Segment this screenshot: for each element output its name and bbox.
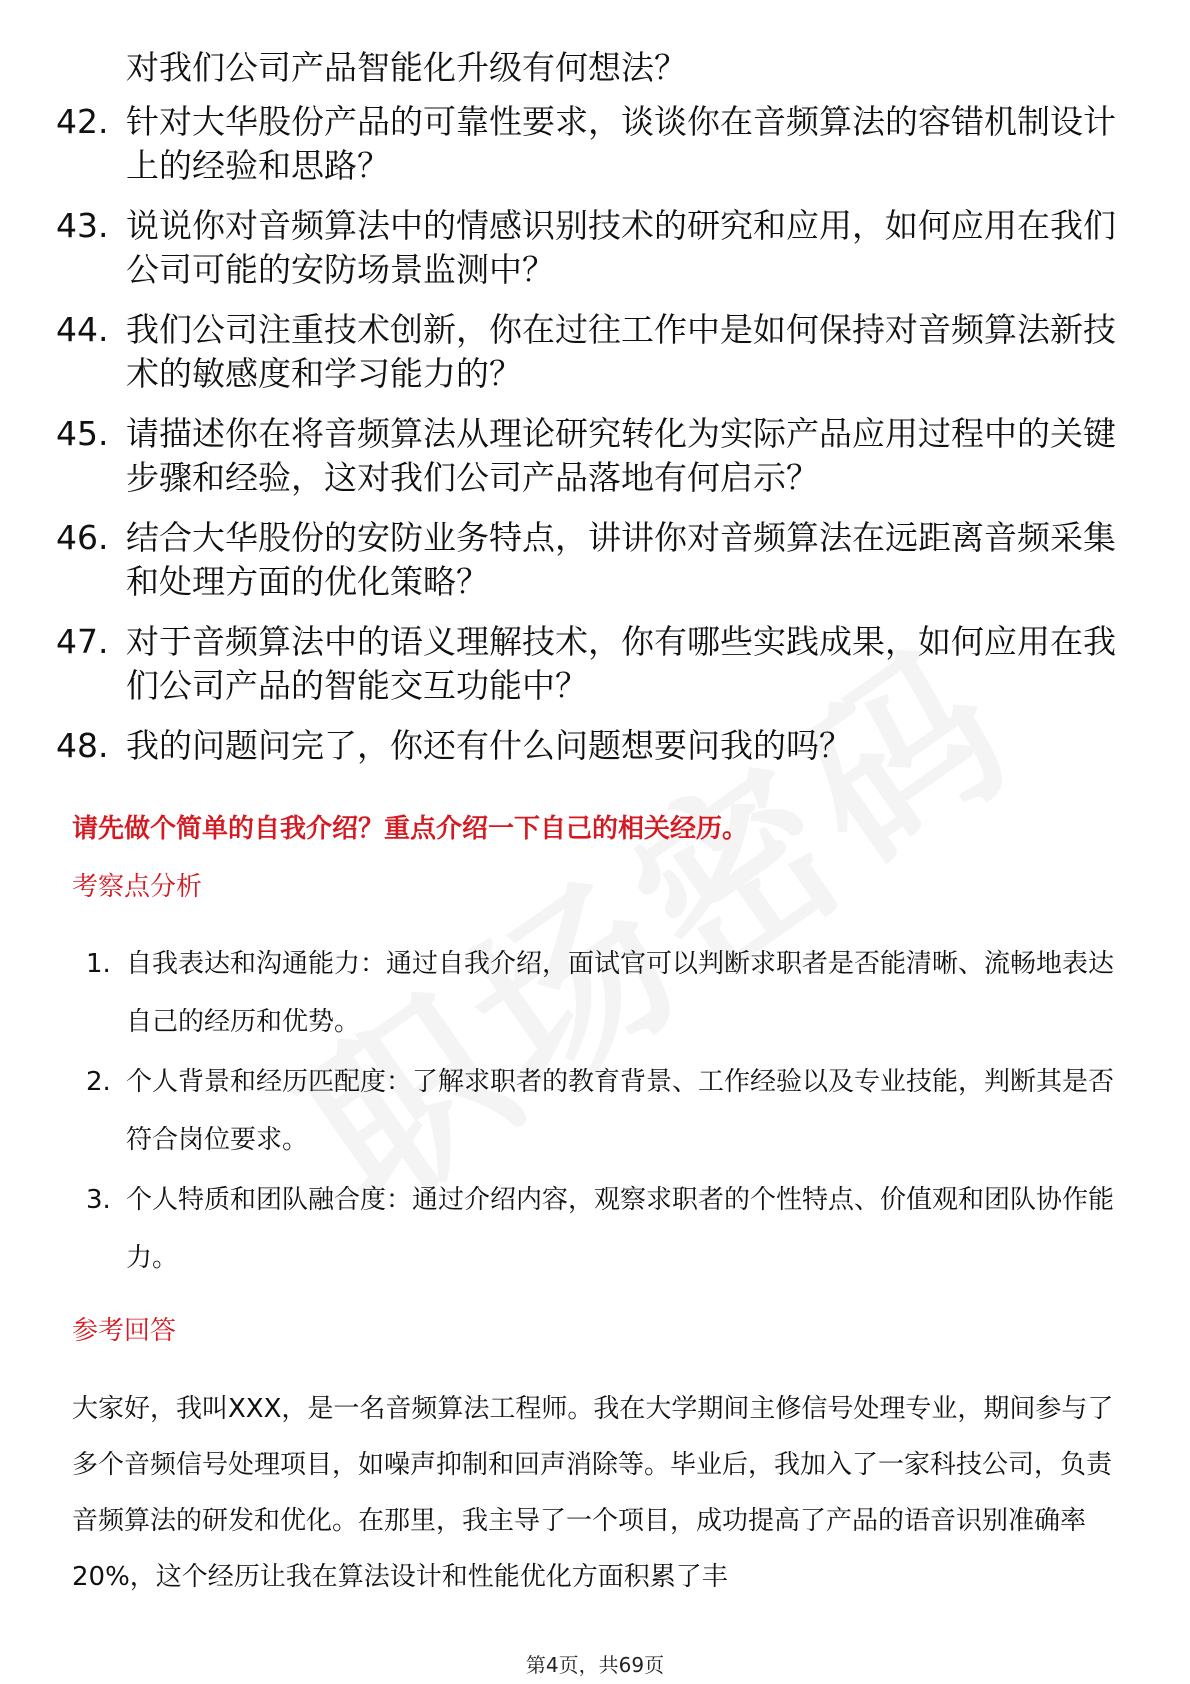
point-text: 自我表达和沟通能力：通过自我介绍，面试官可以判断求职者是否能清晰、流畅地表达自己的经历和优势。: [126, 949, 1115, 1037]
question-item: [56, 412, 1136, 500]
question-continuation: 对我们公司产品智能化升级有何想法？: [126, 48, 687, 87]
question-text: 针对大华股份产品的可靠性要求，谈谈你在音频算法的容错机制设计上的经验和思路？: [126, 102, 1116, 185]
analysis-point: [86, 1053, 1126, 1169]
point-text: 个人特质和团队融合度：通过介绍内容，观察求职者的个性特点、价值观和团队协作能力。: [126, 1185, 1115, 1273]
question-item: [56, 100, 1136, 188]
question-number: 46.: [56, 518, 109, 557]
question-number: 42.: [56, 102, 109, 141]
question-text: 我们公司注重技术创新，你在过往工作中是如何保持对音频算法新技术的敏感度和学习能力的？: [126, 310, 1116, 393]
question-number: 47.: [56, 622, 109, 661]
question-item: [56, 308, 1136, 396]
point-number: 2.: [86, 1067, 111, 1097]
question-item: [56, 516, 1136, 604]
point-number: 3.: [86, 1185, 111, 1215]
question-text: 请描述你在将音频算法从理论研究转化为实际产品应用过程中的关键步骤和经验，这对我们公司产品落地有何启示？: [126, 414, 1116, 497]
analysis-points: [86, 935, 1126, 1289]
section-question-heading: 请先做个简单的自我介绍？重点介绍一下自己的相关经历。: [72, 814, 749, 844]
analysis-point: [86, 1171, 1126, 1287]
question-number: 43.: [56, 206, 109, 245]
question-number: 45.: [56, 414, 109, 453]
question-number: 48.: [56, 726, 109, 765]
answer-paragraph: 大家好，我叫XXX，是一名音频算法工程师。我在大学期间主修信号处理专业，期间参与了多个音频信号处理项目，如噪声抑制和回声消除等。毕业后，我加入了一家科技公司，负责音频算法的研发和优化。在那里，我主导了一个项目，成功提高了产品的语音识别准确率20%，这个经历让我在算法设计和性能优化方面积累了丰: [72, 1394, 1114, 1592]
point-text: 个人背景和经历匹配度：了解求职者的教育背景、工作经验以及专业技能，判断其是否符合岗位要求。: [126, 1067, 1115, 1155]
question-text: 对于音频算法中的语义理解技术，你有哪些实践成果，如何应用在我们公司产品的智能交互功能中？: [126, 622, 1116, 705]
question-text: 结合大华股份的安防业务特点，讲讲你对音频算法在远距离音频采集和处理方面的优化策略？: [126, 518, 1116, 601]
analysis-point: [86, 935, 1126, 1051]
analysis-heading: 考察点分析: [72, 872, 203, 902]
question-text: 我的问题问完了，你还有什么问题想要问我的吗？: [126, 726, 852, 765]
question-list: [56, 46, 1136, 784]
answer-heading: 参考回答: [72, 1316, 177, 1346]
question-text: 说说你对音频算法中的情感识别技术的研究和应用，如何应用在我们公司可能的安防场景监测中？: [126, 206, 1116, 289]
question-item: [56, 204, 1136, 292]
question-item: [56, 724, 1136, 768]
point-number: 1.: [86, 949, 111, 979]
page-number: 第4页，共69页: [525, 1653, 665, 1677]
question-number: 44.: [56, 310, 109, 349]
question-item: [56, 620, 1136, 708]
